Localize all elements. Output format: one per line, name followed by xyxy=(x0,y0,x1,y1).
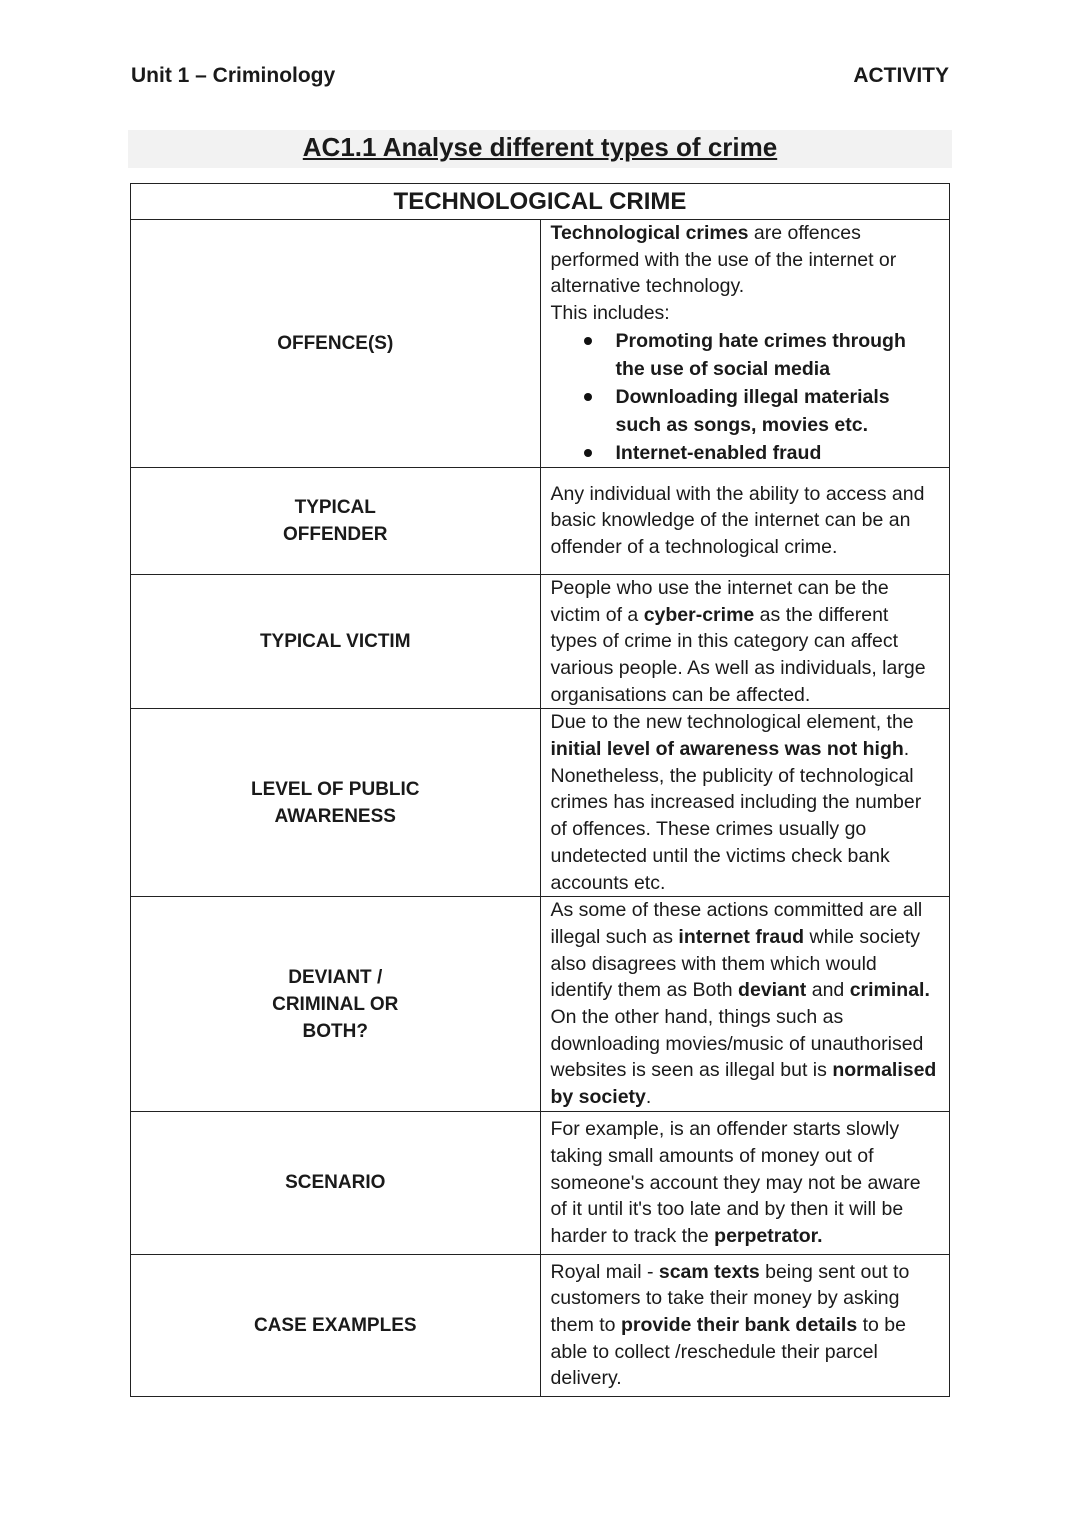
label-victim: TYPICAL VICTIM xyxy=(131,574,541,709)
text-run: being sent out to customers to take their money by asking them to xyxy=(550,1260,910,1337)
text-bold: initial level of awareness was not high xyxy=(550,738,904,761)
label-offences: OFFENCE(S) xyxy=(131,220,541,468)
text-run: On the other hand, things such as downloading movies/music of unauthorised websites is seen as illegal but is xyxy=(550,1006,924,1082)
text-deviant xyxy=(540,897,950,1112)
offences-list xyxy=(551,327,940,467)
table-heading-row xyxy=(131,184,950,220)
label-line: OFFENDER xyxy=(283,523,388,545)
text-bold: normalised by society xyxy=(550,1059,937,1109)
text-run: As some of these actions committed are all illegal such as xyxy=(550,899,923,948)
label-offender xyxy=(131,467,541,574)
text-victim xyxy=(540,574,950,709)
label-line: LEVEL OF PUBLIC xyxy=(250,778,420,800)
text-bold: deviant xyxy=(738,979,807,1002)
text-run: People who use the internet can be the victim of a xyxy=(550,576,889,626)
row-offender xyxy=(131,467,950,574)
text-awareness xyxy=(540,709,950,897)
label-scenario: SCENARIO xyxy=(131,1111,541,1254)
row-awareness xyxy=(131,709,950,897)
table-heading: TECHNOLOGICAL CRIME xyxy=(131,184,950,220)
crime-table xyxy=(130,183,950,1397)
row-scenario xyxy=(131,1111,950,1254)
label-line: TYPICAL xyxy=(294,496,376,518)
text-scenario xyxy=(540,1111,950,1254)
list-item: Promoting hate crimes through the use of social media xyxy=(616,327,940,383)
text-run: . xyxy=(645,1086,652,1109)
text-bold: scam texts xyxy=(658,1260,760,1283)
row-victim xyxy=(131,574,950,709)
text-bold: cyber-crime xyxy=(643,603,755,626)
label-deviant xyxy=(131,897,541,1112)
text-bold: perpetrator. xyxy=(714,1224,823,1247)
text-offences xyxy=(540,220,950,468)
text-run: while society also disagrees with them which would identify them as Both xyxy=(550,925,921,1002)
text-cases xyxy=(540,1254,950,1396)
offences-intro-rest: are offences performed with the use of the internet or alternative technology. xyxy=(550,222,897,298)
text-bold: criminal. xyxy=(849,979,930,1002)
title-band xyxy=(128,130,952,168)
row-deviant xyxy=(131,897,950,1112)
label-line: CRIMINAL OR xyxy=(272,993,399,1015)
text-run: Due to the new technological element, the xyxy=(550,711,914,734)
text-run: to be able to collect /reschedule their parcel delivery. xyxy=(550,1314,906,1390)
label-line: AWARENESS xyxy=(274,805,396,827)
text-bold: provide their bank details xyxy=(620,1314,858,1337)
label-line: DEVIANT / xyxy=(288,966,383,988)
list-item: Internet-enabled fraud xyxy=(616,439,940,467)
page-title: AC1.1 Analyse different types of crime xyxy=(302,132,778,162)
unit-title: Unit 1 – Criminology xyxy=(131,64,336,87)
text-offender: Any individual with the ability to access and basic knowledge of the internet can be an offender of a technological crime. xyxy=(540,467,950,574)
activity-label: ACTIVITY xyxy=(853,64,949,87)
text-run: For example, is an offender starts slowly taking small amounts of money out of someone's account they may not be aware of it until it's too late and by then it will be harder to track the xyxy=(550,1118,921,1247)
text-run: and xyxy=(806,979,850,1002)
label-awareness xyxy=(131,709,541,897)
list-item: Downloading illegal materials such as songs, movies etc. xyxy=(616,383,940,439)
offences-includes: This includes: xyxy=(550,302,670,325)
offences-intro-bold: Technological crimes xyxy=(550,222,749,244)
label-cases: CASE EXAMPLES xyxy=(131,1254,541,1396)
offences-intro xyxy=(551,220,940,300)
row-offences xyxy=(131,220,950,468)
text-run: . Nonetheless, the publicity of technological crimes has increased including the number of offences. These crimes usually go undetected until the victims check bank accounts etc. xyxy=(550,738,922,894)
row-cases xyxy=(131,1254,950,1396)
label-line: BOTH? xyxy=(302,1020,368,1042)
text-run: Royal mail - xyxy=(550,1260,659,1283)
text-run: as the different types of crime in this category can affect various people. As well as individuals, large organisations can be affected. xyxy=(550,603,926,706)
text-bold: internet fraud xyxy=(678,925,805,948)
